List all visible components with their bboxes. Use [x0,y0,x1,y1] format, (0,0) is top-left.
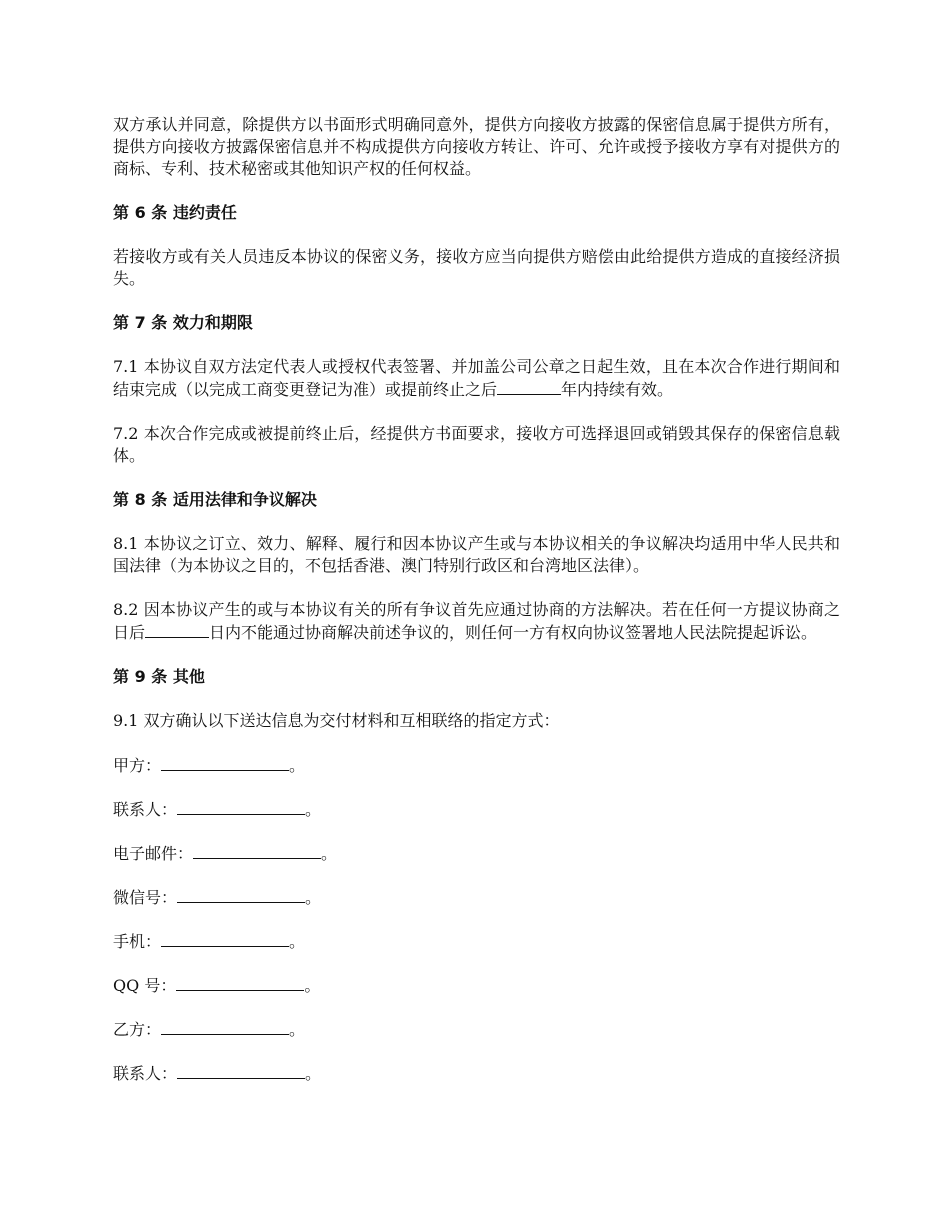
field-label: 电子邮件： [113,844,194,863]
article-6-paragraph: 若接收方或有关人员违反本协议的保密义务，接收方应当向提供方赔偿由此给提供方造成的直接经济损失。 [113,247,840,288]
mobile-field [113,930,840,953]
field-end: 。 [305,1064,322,1083]
email-field [113,842,840,865]
field-label: 联系人： [113,800,178,819]
field-end: 。 [304,976,321,995]
article-8-heading: 第 8 条 适用法律和争议解决 [113,490,317,509]
field-end: 。 [289,1020,306,1039]
field-label: 微信号： [113,888,178,907]
clause-8-2 [113,599,840,644]
intro-paragraph: 双方承认并同意，除提供方以书面形式明确同意外，提供方向接收方披露的保密信息属于提供方所有，提供方向接收方披露保密信息并不构成提供方向接收方转让、许可、允许或授予接收方享有对提供方的商标、专利、技术秘密或其他知识产权的任何权益。 [113,115,840,178]
wechat-field [113,886,840,909]
clause-9-1: 9.1 双方确认以下送达信息为交付材料和互相联络的指定方式： [113,711,560,730]
mobile-blank[interactable] [161,930,289,947]
field-end: 。 [305,888,322,907]
email-blank[interactable] [193,842,321,859]
qq-blank[interactable] [176,974,304,991]
contact-person-a-blank[interactable] [177,798,305,815]
field-label: 联系人： [113,1064,178,1083]
field-label: 手机： [113,932,162,951]
contact-person-a-field [113,798,840,821]
years-blank[interactable] [497,378,561,395]
wechat-blank[interactable] [177,886,305,903]
days-blank[interactable] [145,621,209,638]
party-b-field [113,1018,840,1041]
field-end: 。 [289,756,306,775]
article-6-heading: 第 6 条 违约责任 [113,203,237,222]
contact-person-b-field [113,1062,840,1085]
clause-8-2-text-after: 日内不能通过协商解决前述争议的，则任何一方有权向协议签署地人民法院提起诉讼。 [209,623,818,642]
contact-person-b-blank[interactable] [177,1062,305,1079]
clause-8-2-text-before: 8.2 因本协议产生的或与本协议有关的所有争议首先应通过协商的方法解决。若在任何一方提议协商之日后 [113,600,840,642]
party-b-blank[interactable] [161,1018,289,1035]
clause-7-2: 7.2 本次合作完成或被提前终止后，经提供方书面要求，接收方可选择退回或销毁其保存的保密信息载体。 [113,424,840,465]
party-a-field [113,754,840,777]
article-7-heading: 第 7 条 效力和期限 [113,313,253,332]
clause-7-1-text-before: 7.1 本协议自双方法定代表人或授权代表签署、并加盖公司公章之日起生效，且在本次合作进行期间和结束完成（以完成工商变更登记为准）或提前终止之后 [113,357,840,399]
field-label: QQ 号： [113,976,177,995]
clause-7-1 [113,356,840,401]
field-end: 。 [289,932,306,951]
field-label: 乙方： [113,1020,162,1039]
qq-field [113,974,840,997]
field-end: 。 [305,800,322,819]
field-end: 。 [321,844,338,863]
clause-7-1-text-after: 年内持续有效。 [561,380,674,399]
article-9-heading: 第 9 条 其他 [113,667,205,686]
clause-8-1: 8.1 本协议之订立、效力、解释、履行和因本协议产生或与本协议相关的争议解决均适用中华人民共和国法律（为本协议之目的，不包括香港、澳门特别行政区和台湾地区法律）。 [113,534,840,575]
party-a-blank[interactable] [161,754,289,771]
field-label: 甲方： [113,756,162,775]
